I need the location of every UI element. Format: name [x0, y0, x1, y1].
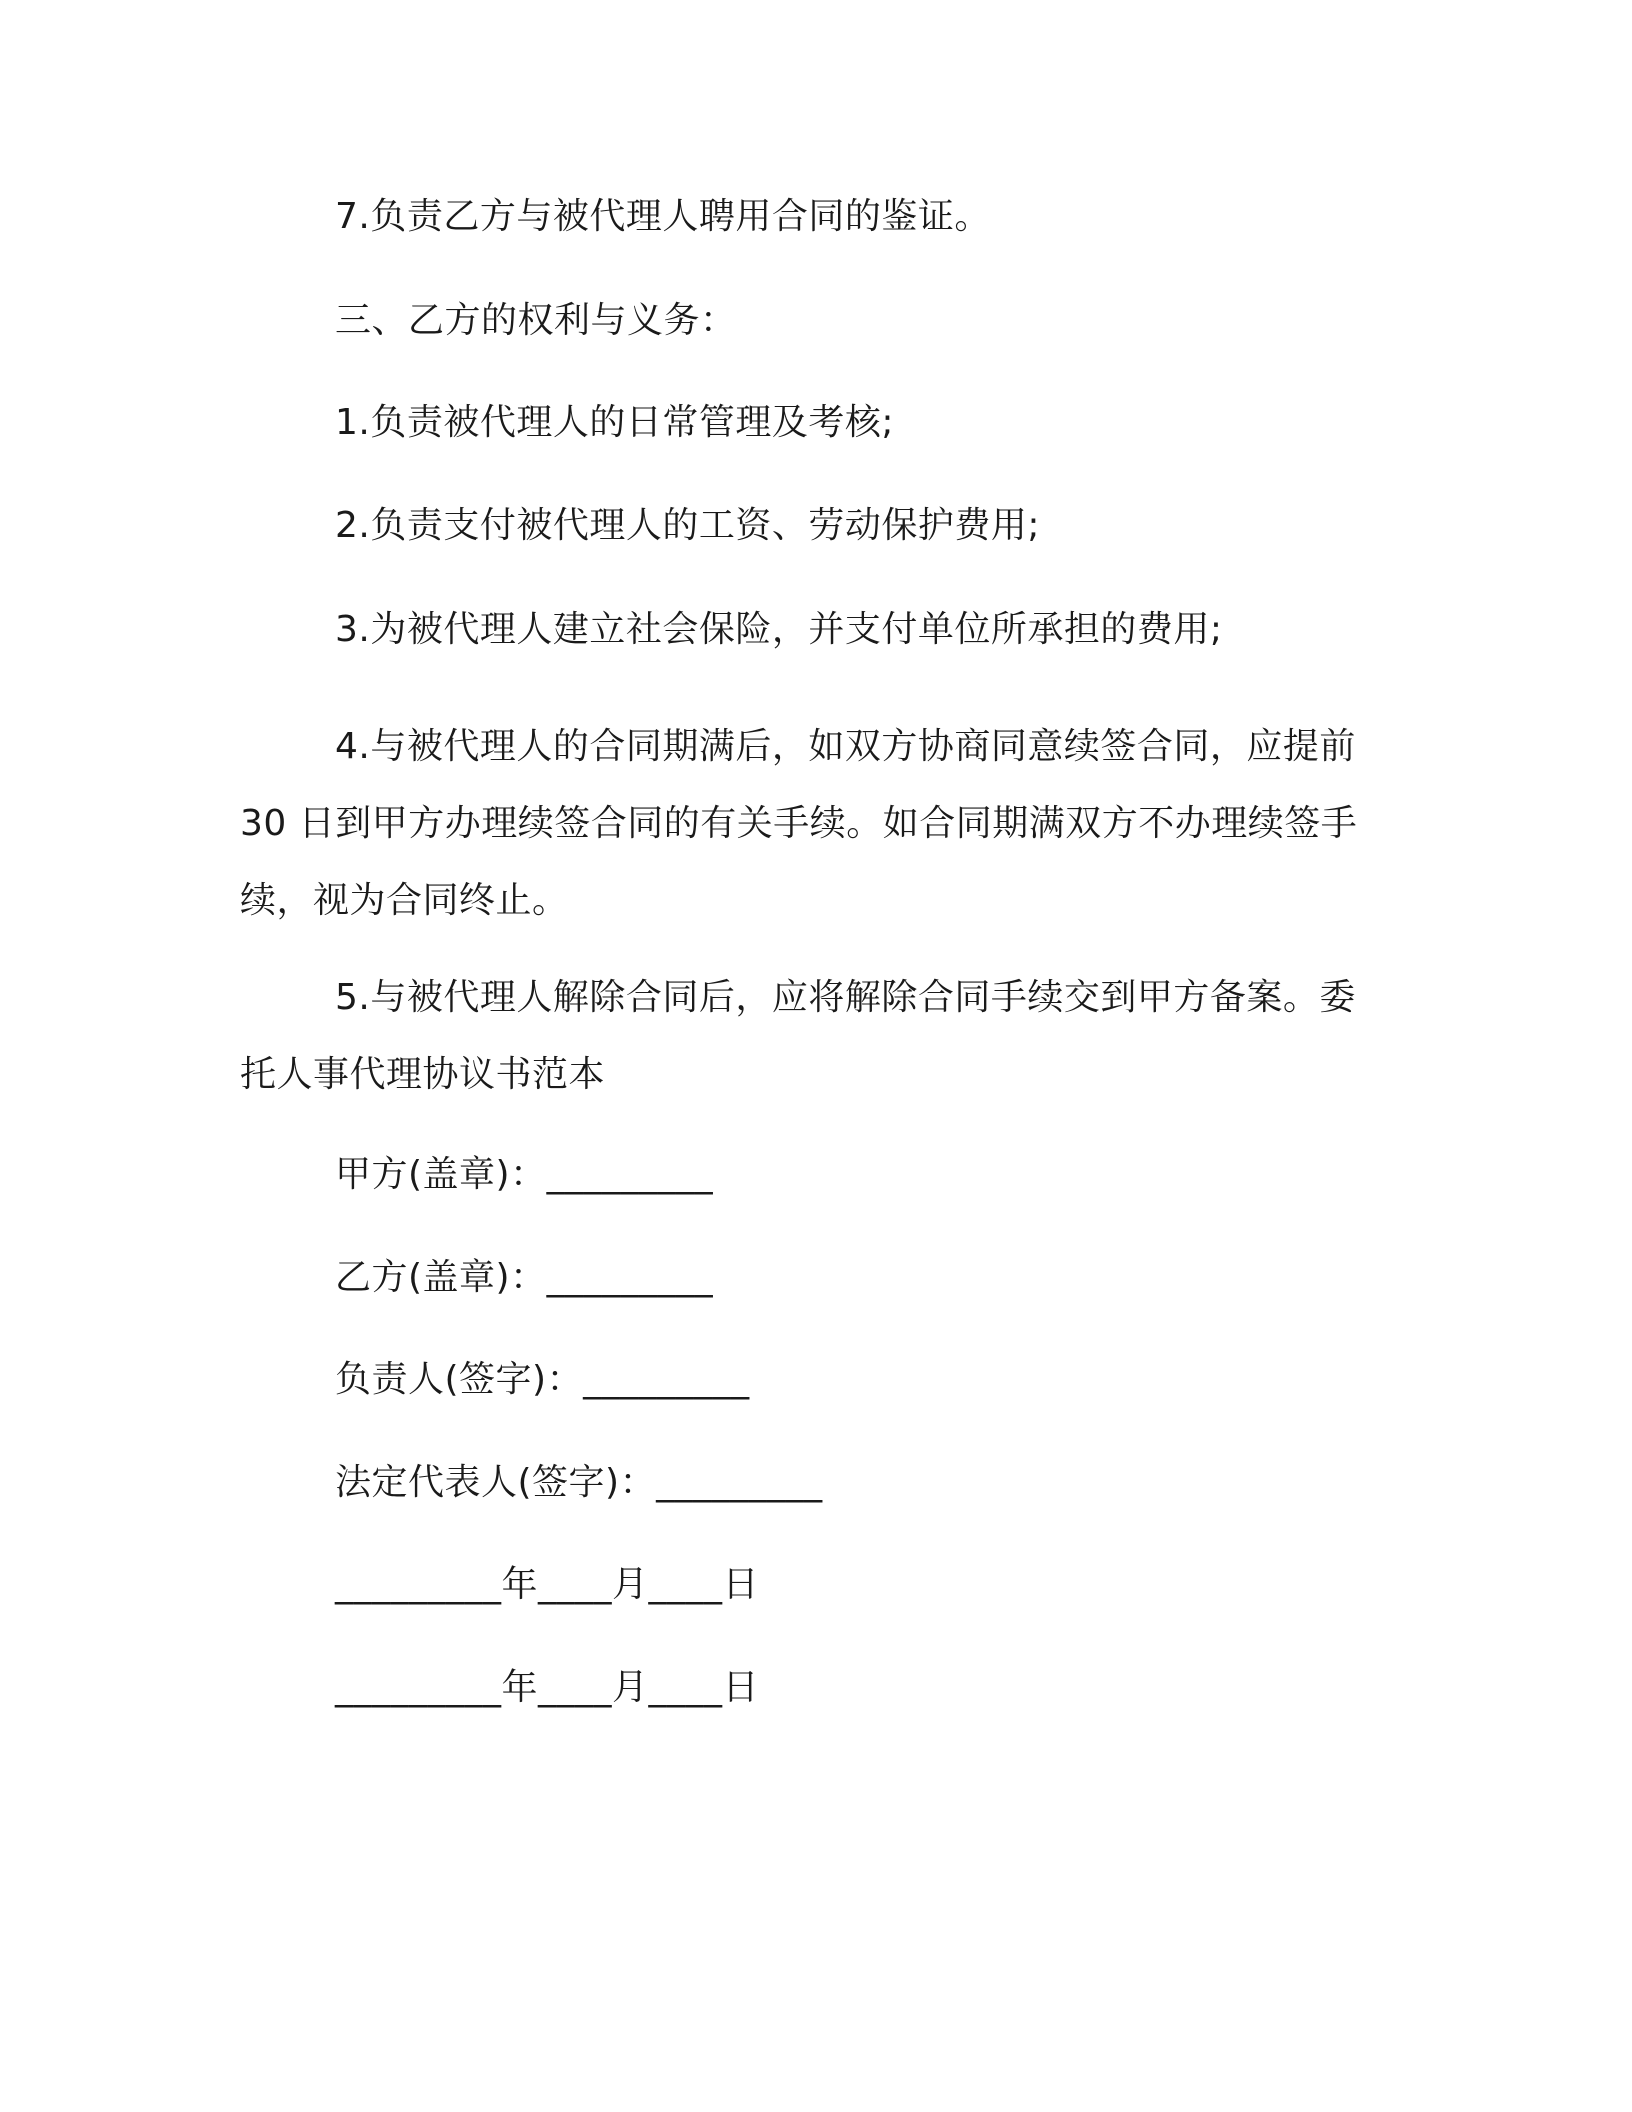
clause-b-2: 2.负责支付被代理人的工资、劳动保护费用;	[335, 505, 1040, 546]
date-line-2: _________年____月____日	[335, 1667, 759, 1708]
clause-b-3: 3.为被代理人建立社会保险，并支付单位所承担的费用;	[335, 609, 1223, 650]
party-b-signature-line: 乙方(盖章)：_________	[335, 1257, 714, 1298]
clause-b-4-text: 4.与被代理人的合同期满后，如双方协商同意续签合同，应提前30 日到甲方办理续签合同的有关手续。如合同期满双方不办理续签手续，视为合同终止。	[240, 726, 1358, 921]
section-3-heading: 三、乙方的权利与义务：	[335, 300, 737, 341]
legal-representative-signature-line: 法定代表人(签字)：_________	[335, 1462, 823, 1503]
clause-b-1: 1.负责被代理人的日常管理及考核;	[335, 402, 894, 443]
party-a-signature-line: 甲方(盖章)：_________	[335, 1154, 714, 1195]
date-line-1: _________年____月____日	[335, 1564, 759, 1605]
clause-b-5-text: 5.与被代理人解除合同后，应将解除合同手续交到甲方备案。委托人事代理协议书范本	[240, 977, 1356, 1095]
clause-7: 7.负责乙方与被代理人聘用合同的鉴证。	[335, 196, 991, 237]
person-in-charge-signature-line: 负责人(签字)：_________	[335, 1359, 750, 1400]
clause-b-4	[240, 708, 1374, 939]
clause-b-5	[240, 959, 1374, 1113]
